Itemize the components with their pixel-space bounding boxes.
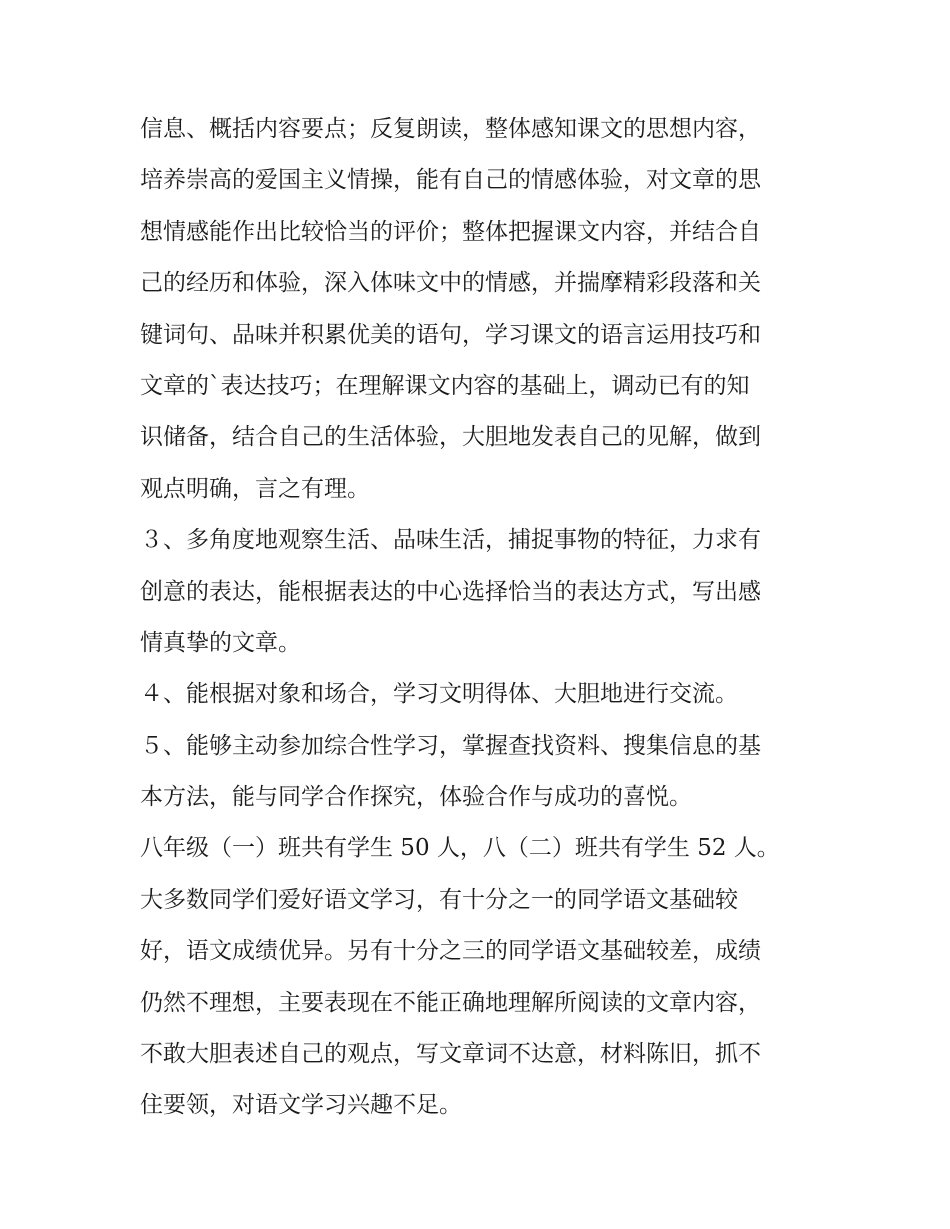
text-line: 住要领，对语文学习兴趣不足。 xyxy=(140,1092,462,1119)
text-line: 好，语文成绩优异。另有十分之三的同学语文基础较差，成绩 xyxy=(140,938,761,965)
text-line: 不敢大胆表述自己的观点，写文章词不达意，材料陈旧，抓不 xyxy=(140,1041,761,1068)
text-line: 文章的`表达技巧；在理解课文内容的基础上，调动已有的知 xyxy=(140,372,750,399)
text-line: ４、能根据对象和场合，学习文明得体、大胆地进行交流。 xyxy=(140,681,738,708)
text-line: 观点明确，言之有理。 xyxy=(140,475,370,502)
text-line: 键词句、品味并积累优美的语句，学习课文的语言运用技巧和 xyxy=(140,321,761,348)
body-text xyxy=(140,104,830,1132)
text-line: 信息、概括内容要点；反复朗读，整体感知课文的思想内容， xyxy=(140,116,761,142)
text-line: 情真挚的文章。 xyxy=(140,629,301,656)
text-line: ５、能够主动参加综合性学习，掌握查找资料、搜集信息的基 xyxy=(140,732,761,759)
text-line: 己的经历和体验，深入体味文中的情感，并揣摩精彩段落和关 xyxy=(140,270,761,297)
text-line: ３、多角度地观察生活、品味生活，捕捉事物的特征，力求有 xyxy=(140,527,761,554)
text-line: 识储备，结合自己的生活体验，大胆地发表自己的见解，做到 xyxy=(140,424,761,451)
text-line: 创意的表达，能根据表达的中心选择恰当的表达方式，写出感 xyxy=(140,578,761,605)
text-line: 培养崇高的爱国主义情操，能有自己的情感体验，对文章的思 xyxy=(140,167,761,194)
text-line: 仍然不理想，主要表现在不能正确地理解所阅读的文章内容， xyxy=(140,989,761,1016)
text-line: 本方法，能与同学合作探究，体验合作与成功的喜悦。 xyxy=(140,784,692,811)
text-line: 八年级（一）班共有学生 50 人，八（二）班共有学生 52 人。 xyxy=(140,835,780,862)
text-line: 大多数同学们爱好语文学习，有十分之一的同学语文基础较 xyxy=(140,886,738,913)
text-line: 想情感能作出比较恰当的评价；整体把握课文内容，并结合自 xyxy=(140,218,761,245)
